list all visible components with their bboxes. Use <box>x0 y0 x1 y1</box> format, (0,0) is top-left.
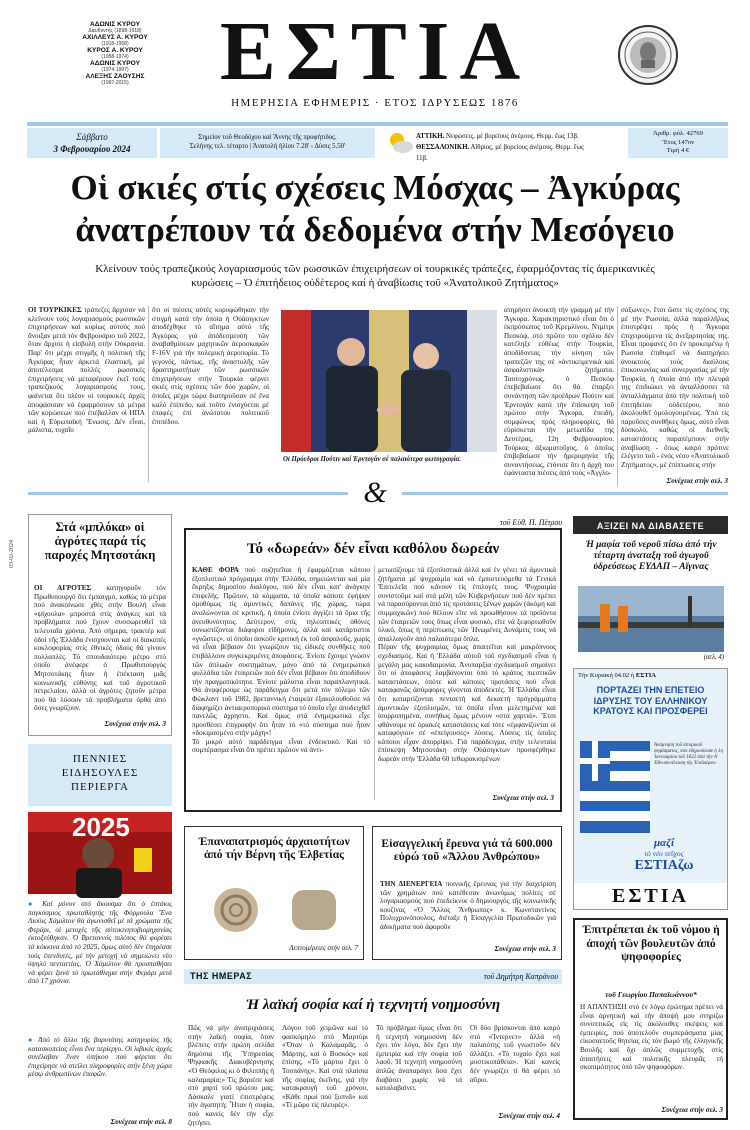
must-read-title: Ἡ μαφία τοῦ νεροῦ πίσω ἀπό τήν τέταρτη ἀναταξη τοῦ ἀγωγοῦ ὑδρεύσεως ΕΥΔΑΠ – Αἴγινας <box>585 540 717 572</box>
column-rule <box>374 566 375 800</box>
calendar-box <box>160 128 375 158</box>
farmers-text <box>34 584 166 716</box>
ad-top-text: Τήν Κυριακή 04.02 ή ΕΣΤΙΑ <box>578 672 656 679</box>
founder-name: ΑΔΩΝΙΣ ΚΥΡΟΥ <box>89 21 141 28</box>
column-col-3 <box>376 1024 462 1120</box>
ad-headline: ΠΟΡΤΑΖΕΙ ΤΗΝ ΕΠΕΤΕΙΟ ΙΔΡΥΣΗΣ ΤΟΥ ΕΛΛΗΝΙΚΟΥ ΚΡΑΤΟΥΣ ΚΑΙ ΠΡΟΣΦΕΡΕΙ <box>593 685 708 716</box>
short-news-1-text: Καί μόνον στό ἄκουσμα ὅτι ὁ ἑπτάκις παγκόσμιος πρωταθλητής τῆς Φόρμουλα Ἕνα Λιούις Χάμιλτον θά ἀγωνισθεῖ μέ τά χρώματα τῆς Φεράρι, οἱ μετοχές τῆς αὐτοκινητοβιομηχανίας ἐκτοξεύθηκαν. Ὁ Βρεταννός πιλότος θά φορέσει τά κόκκινα ἀπό τό 2025, ὅμως αὐτό δέν ἐπηρέασε τούς ἐπενδυτές, μέ τήν μετοχή νά σημειώνει νέο ὑψηλό πενταετίας. Ὁ Χάμιλτον θά προσπαθήσει νά φέρει ξανά τό πρωτάθλημα στήν Φεράρι μετά ἀπό 17 χρόνια. <box>28 900 173 986</box>
lead-headline-1: Οἱ σκιές στίς σχέσεις Μόσχας – Ἀγκύρας <box>70 168 680 207</box>
lead-photo <box>281 310 497 452</box>
bullet-icon: ● <box>28 1036 35 1044</box>
anthropos-text <box>380 880 556 940</box>
law-continued[interactable]: Συνέχεια στήν σελ. 3 <box>661 1106 723 1114</box>
ad-with-2: τό νέο τεῦχος <box>644 849 684 858</box>
bullet-icon: ● <box>28 900 37 908</box>
opinion-text-3: Πέραν τῆς ψυχραιμίας ὅμως ἀπαιτεῖται καί μακρόπνοος σχεδιασμός. Καί ἡ Ἑλλάδα αὐτοῦ τοῦ σχεδιασμοῦ εἶναι ἡ μεγάλη μας κακοδαιμονία. Ἀνυπαρξία σχεδιασμοῦ σημαίνει ὅτι οἱ ἀποφάσεις λαμβάνονται ὑπό τό κράτος πιεστικῶν καταστάσεων, ὁπότε καί κάποιες προτάσεις πού εἶναι καταφανῶς ἀσύμφορες γίνονται ἀποδεκτές. Ἡ Ἑλλάδα εἶναι ὅτι καταρτίζονται πενταετή καί δεκαετή προγράμματα ἀμυντικῶν ἐξοπλισμῶν, τά ὁποῖα εἶναι μελετημένα καί ἰσορροπημένα, συνήθως ὅμως μένουν «στά χαρτιά». Ἔτσι φθάνουμε σέ ὁριακές καταστάσεις καί τότε «ἐμφανίζονται οἱ καταφύγιοι» σέ «ἐπείγουσες» λύσεις. Λύσεις τίς ὁποῖες κάποιοι εἶχαν ἀπορρίψει. Γιά παράδειγμα, στήν τελευταία ἐπίσκεψη Μητσοτάκη στήν Οὐάσιγκτων προσφέρθηκε δωρεάν στήν Ἑλλάδα 60 τεθωρακισμένων <box>378 643 556 764</box>
founder-role: Διευθυντής (1898-1918) <box>88 28 142 34</box>
greek-flag-icon <box>580 741 650 833</box>
column-text: Οἱ δύο βρίσκονται ἀπό καιρό στό «Ἰντερνετ» ἀλλά «ἡ παλαιότης τοῦ γνωστοῦ» δέν ἀλλάζει. «Τό τυχαίο ἔχει καί μυστικοπάθεια». Καί κανείς δέν γνωρίζει τί θά φέρει τό αὔριο. <box>470 1024 560 1084</box>
column-text: Τό πρόβλημα ὅμως εἶναι ὅτι ἡ τεχνητή νοημοσύνη δέν ἔχει τόν λόγο, δέν ἔχει τήν ἐμπειρία καί τήν σοφία τοῦ λαοῦ. Ἡ τεχνητή νοημοσύνη ἀπλῶς ἀναπαράγει ὅσα ἔχει διαβάσει χωρίς νά τά καταλαβαίνει. <box>376 1024 462 1093</box>
lead-text: ὅτι οἱ πιέσεις αὐτές κορυφώθηκαν τήν στιγμή κατά τήν ὁποία ἡ Οὐάσιγκτων ἀποδέχθηκε τό αἴτημα αὐτό τῆς Ἀγκύρας γιά ἀπόδεσμευση τῶν ἀναβαθμίσεων μαχητικῶν ἀεροσκαφῶν F-16V γιά τήν πολεμική ἀεροπορία. Τό γεγονός, πάντως, τῆς ἀναστολῆς τῶν δραστηριοτήτων τῶν ρωσσικῶν ἐπιχειρήσεων στήν Τουρκία φέρνει σκιές στίς σχέσεις τῶν δύο χωρῶν, οἱ ὁποῖες μέχρι τώρα διατηροῦσαν σέ ἕνα καλό ἐπίπεδο, καί τοῦτο ἐνισχύεται μέ ἐπαφές ἐπί ἀνώτατου πολιτικοῦ ἐπιπέδου. <box>152 306 269 426</box>
opinion-text-2: Τό μικρό αὐτό παράδειγμα εἶναι ἐνδεικτικό. Καί τό συμπέρασμα εἶναι ὅτι πρέπει πρῶτον νά ἀντι- <box>192 737 370 755</box>
column-title: Ἡ λαϊκή σοφία καί ἡ τεχνητή νοημοσύνη <box>245 997 501 1013</box>
lead-text: ατηρήσει ἀνοικτή τήν γραμμή μέ τήν Ἄγκυρα. Χαρακτηριστικό εἶναι ὅτι ὁ ἐκπρόσωπος τοῦ Κρεμλίνου, Ντμίτρι Πεσκόφ, στό πρῶτο του σχόλιο δέν κατέληξε εὐθέως στήν Τουρκία, ἀποδίδοντας τήν κίνηση τῶν τραπεζῶν της σέ «ἀντικειμενικά καί ἀσφαλιστικά» ζητήματα. Ταυτοχρόνως, ὁ Πεσκόφ ἐπεβεβαίωσε ὅτι θά ἐπαρξει συνάντηση τῶν προέδρων Πούτιν καί Ἐρντογάν κατά τήν ἐπίσκεψη τοῦ πρώτου στήν Ἄγκυρα, ἐπειδή, συμφώνως πρός πληροφορίες, θά εὑρίσκεται τήν μετωπίδα της Δευτέρας, 12η Φεβρουαρίου. Τούρκος ἀξιωματοῦχος, ὁ ὁποῖος ἐπιβεβαίωσε τήν ἡμερομηνία τῆς συναντήσεως, ἐτόνισε ὅτι ἡ ἀρχή του ἐφάνταστα πιέσεις ἀπό τούς «Ἀγγλο- <box>504 306 614 478</box>
column-rule <box>148 306 149 482</box>
ampersand-ornament: & <box>363 476 387 509</box>
weather-attica: Νεφώσεις, μέ βορείους ἀνέμους. Θερμ. ἕως 13β. <box>445 133 579 140</box>
seal-icon <box>617 24 679 86</box>
founder-name: ΑΔΩΝΙΣ ΚΥΡΟΥ <box>89 60 141 67</box>
date: 3 Φεβρουαρίου 2024 <box>53 144 131 154</box>
founder-name: ΑΧΙΛΛΕΥΣ Α. ΚΥΡΟΥ <box>82 34 148 41</box>
lead-column-4 <box>504 306 614 486</box>
fossil-photo <box>194 876 356 942</box>
lead-column-1 <box>28 306 145 482</box>
pipeline-photo <box>578 586 724 652</box>
lead-text: τράπεζες ἄρχισαν νά κλείνουν τούς λογαριασμούς ρωσσικῶν ἐπιχειρήσεων καί κυρίως αὐτούς πού ἄνοιξαν μετά τόν Φεβρουάριο τοῦ 2022, ὅταν ἄρχισε ἡ εἰσβολή στήν Οὐκρανία. Παρ' ὅτι μέχρι στιγμῆς ἡ πολιτική τῆς Ἀγκύρας ἦταν ἀρκετά ἐλαστική, μέ ἀποτέλεσμα πολλές ρωσσικές ἐπιχειρήσεις νά μεταφέρουν ἐκεῖ τούς τραπεζικούς λογαριασμούς τους, φαίνεται ὅτι πλέον οἱ τουρκικές ἀρχές ἀποφάσισαν νά ἐφαρμόσουν τά μέτρα τῶν κυρώσεων πού ἐπέβαλλαν οἱ ΗΠΑ καί ἡ Εὐρωπαϊκή Ἕνωσις. Δέν εἶναι, μάλιστα, τυχαῖο <box>28 306 145 435</box>
weekday: Σάββατο <box>76 132 108 142</box>
ad-magazine <box>604 837 724 874</box>
must-read-label: ΑΞΙΖΕΙ ΝΑ ΔΙΑΒΑΣΕΤΕ <box>596 521 705 531</box>
ad-footer: ΕΣΤΙΑ <box>574 883 727 909</box>
date-stamp: 03-02-2024 <box>9 540 15 568</box>
short-news-2 <box>28 1036 172 1116</box>
opinion-title: Τό «δωρεάν» δέν εἶναι καθόλου δωρεάν <box>246 541 500 557</box>
law-byline: τοῦ Γεωργίου Παπαϊωάννου* <box>605 990 697 999</box>
weather-thess-label: ΘΕΣΣΑΛΟΝΙΚΗ. <box>416 144 470 151</box>
farmers-continued[interactable]: Συνέχεια στήν σελ. 3 <box>104 720 166 728</box>
column-col-4 <box>470 1024 560 1110</box>
law-title: Ἐπιτρέπεται ἐκ τοῦ νόμου ἡ ἀποχή τῶν βουλευτῶν ἀπό ψηφοφορίες <box>582 924 720 963</box>
anthropos-body: ποινικῆς ἔρευνας γιά τήν διαχείριση τῶν χρημάτων πού κατέθεσαν ἀνωνύμως πολίτες σέ λογαριασμούς πού ἐπεδείκνυε ὁ δημιουργός τῆς κοινωνικῆς κουζίνας «Ὁ Ἄλλος Ἄνθρωπος» κ. Κωνσταντίνος Πολυχρονόπουλος, διέταξε ἡ Εἰσαγγελία Πρωτοδικῶν γιά ἀδικήματα πού ἀφοροῦν <box>380 880 556 931</box>
law-text <box>580 1003 723 1103</box>
lead-photo-caption: Οἱ Πρόεδροι Πούτιν καί Ἐρντογάν σέ παλαιότερα φωτογραφία. <box>283 456 462 463</box>
founder-role: (1918-1958) <box>101 41 129 47</box>
newspaper-subtitle: ΗΜΕΡΗΣΙΑ ΕΦΗΜΕΡΙΣ · ΕΤΟΣ ΙΔΡΥΣΕΩΣ 1876 <box>231 97 519 109</box>
founder-role: (1997-2015) <box>101 80 129 86</box>
ad-small-text: Ἀνάμνηση τοῦ ἱστορικοῦ ψηφίσματος, πού ἐδημοσίευσε ἡ 1η Ἰανουαρίου τοῦ 1822 ἀπό τήν Α' Ἐθνοσυνέλευση τῆς Ἐπιδαύρου <box>654 743 724 766</box>
lead-continued[interactable]: Συνέχεια στήν σελ. 3 <box>666 477 728 485</box>
lead-deck: Κλείνουν τούς τραπεζικούς λογαριασμούς τῶν ρωσσικῶν ἐπιχειρήσεων οἱ τουρκικές τράπεζες, ἐφαρμόζοντας τίς ἀμερικανικές κυρώσεις – Ὁ ἐπιτήδειος οὐδέτερος καί ἡ ἀναβίωσις τοῦ «Ἀνατολικοῦ Ζητήματος» <box>95 263 655 289</box>
column-text: Πῶς νά μήν ἀνατριχιάσεις στήν λαϊκή σοφία, ὅταν βλέπεις στήν πρώτη σελίδα δημόσια τῆς Ὑπηρεσίας Ψηφιακῆς Διακυβέρνησης «Ὁ Θεόφιλος κι ὁ Φιλιππής ἡ καλαμαρία;» Τίς βαριέσε καί στό χαρτί τοῦ πρώτου μας; Δάσκαλε γιατί ἐπιστρέφεις τήν ἀγαπητή; Ἦταν ἡ σοφία, πού κανείς δέν τήν εἶχε ζητήσει. <box>188 1024 274 1127</box>
hamilton-photo-year: 2025 <box>72 812 130 842</box>
divider-rule-right <box>402 492 728 495</box>
weather-box <box>416 131 594 164</box>
opinion-continued[interactable]: Συνέχεια στήν σελ. 3 <box>492 794 554 802</box>
column-rule <box>617 306 618 486</box>
saint-of-day: Σημείον τοῦ Θεοδόχου καί Ἄννης τῆς προφήτιδος. <box>198 134 337 141</box>
founder-name: ΚΥΡΟΣ Α. ΚΥΡΟΥ <box>87 47 143 54</box>
lead-dropcap: ΟΙ ΤΟΥΡΚΙΚΕΣ <box>28 306 82 314</box>
repatriation-caption[interactable]: Λεπτομέρειες στήν σελ. 7 <box>289 944 358 952</box>
anthropos-continued[interactable]: Συνέχεια στήν σελ. 3 <box>494 945 556 953</box>
divider-rule-left <box>28 492 348 495</box>
opinion-byline: τοῦ Εὐθ. Π. Πέτρου <box>499 518 562 527</box>
issue-year: Ἔτος 147ον <box>661 138 695 146</box>
opinion-column-2 <box>378 566 556 790</box>
short-news-banner <box>28 744 172 806</box>
lead-column-2 <box>152 306 269 482</box>
opinion-text: πού συζητεῖται ἡ ἐφαρμόζεται κάποιο ἐξοπλιστικό πρόγραμμα στήν Ἑλλάδα, σημειώνεται καί μία ἔκρηξις δημοσίου διαλόγου, πού δέν εἶναι κατ' ἀνάγκην ἐπιφελής. Πρῶτον, τά κόμματα, τά ὁποῖα κάποτε ἐφήψαν ὁμοθύμως τίς ἀμυντικές δαπάνες τῆς χώρας, τώρα ἀναλώνονται σέ κριτική, ἡ ὁποία ἐνίοτε ἀγγίζει τά ὅρια τῆς ἀνευθυνότητος. Δεύτερον, στίς τηλεοπτικές ὁθόνες ουνωστίζονται διάφοροι εἰδήμονες, ἀλλά καί κατάρτιστοι «γνῶστες», οἱ ὁποῖοι ἀσκοῦν κριτική ἐκ τοῦ ἀσφαλοῦς, χωρίς νά εἶναι βέβαιον ὅτι γνωρίζουν τίς εἰδικές συνθῆκες πού ἐπιβάλλουν συγκεκριμένες ἀποφάσεις. Ἐνίοτε ἔχουμε γνώσιν τῶν ἀπλωῶν συστημάτων, μόνο ἀπό τά ἐνημερωτικά φυλλάδια τῶν ἑταιρειῶν πού δέν εἶναι βέβαιον ὅτι ἀποδίδουν τήν πραγματικότητα. Ἐνίοτε μάλιστα εἶναι παραπλανητικά. Θά ἀναφέρουμε ὡς παράδειγμα ὅτι μετά τόν πόλεμο τῶν Φώκλαντ τοῦ 1982, βρεταννική ἑταιρεία ἐξακολουθοῦσε νά διαφημίζει ἀντιαεροπορικό σύστημα τό ὁποῖο εἶχε ἀποδειχθεῖ πανελῶς ἀχρηστο. Καί ὅμως στά ἐνημερωτικά εἶχε προσθέσει ἐπιγραφήν ὅτι ἦταν τό «τό σύστημα πού ἦταν «δοκιμασμένο στήν μάχη»! <box>192 566 371 738</box>
top-rule <box>27 122 728 126</box>
weather-thessaloniki: Αἴθριος, μέ βορείους ἀνέμους. Θερμ. ἕως 11β. <box>416 144 584 162</box>
ad-with: μαζί <box>653 837 675 849</box>
column-byline: τοῦ Δημήτρη Καπράνου <box>483 972 558 981</box>
column-col-1 <box>188 1024 274 1127</box>
column-col-2 <box>282 1024 368 1120</box>
column-label: ΤΗΣ ΗΜΕΡΑΣ <box>190 971 253 981</box>
short-news-continued[interactable]: Συνέχεια στήν σελ. 8 <box>110 1118 172 1126</box>
date-box <box>27 128 157 158</box>
farmers-body: κατηγοροῦν τόν Πρωθυπουργό ὅτι ἐμπαιγμό, καθώς τά μέτρα πού ἀνακοίνωσε χθές στήν Βουλή εἶναι «ψίχουλα» μπροστά στίς ἀνάγκες καί τά προβλήματα πού ἔχουν συσσωρευθεῖ τά τελευταῖα χρόνια. Ἀπό σήμερα, τρακτέρ καί ὁδοί τῆς Ἑλλάδα ἐνισχύονται καί οἱ διακοπές κυκλοφορίας στίς ἐθνικές ὁδούς θά γίνουν πολλαπλές. Τό σπουδαιότερο μέτρο στό ὁποῖο ἀνέφερε ὁ Πρωθυπουργός Μητσοτάκης ἦταν ἡ ἐπέκταση μιᾶς κοινωνικῆς εὐθύνης καί τοῦ ἀγροτικοῦ πετρελαίου, ἀλλά οἱ ἀγρότες ζητοῦν μέτρα πού θά λύσουν τά προβλήματα ὀρθά ἀπό ὅσες γνωρίζουν. <box>34 584 167 713</box>
short-news-2-text: Ἀπό τό ἄλλο τῆς βαρυτάτης κατηγορίας τῆς κατασκοπείας εἶναι ἕνα περίεργο. Οἱ λιβικές ἀρχές συνέλαβαν ἕναν ὑπήκοο πού φέρεται ὅτι ἐπιχείρησε νά στείλει πληροφορίες στήν ξένη χώρα μέσῳ ἀνθρωπίνων ἐπαφῶν. <box>28 1036 173 1079</box>
opinion-column-1 <box>192 566 370 792</box>
issue-number: Ἀριθμ. φύλ. 42769 <box>653 130 703 137</box>
anthropos-title: Εἰσαγγελική ἔρευνα γιά τά 600.000 εὐρώ τοῦ «Ἄλλου Ἀνθρώπου» <box>381 838 553 863</box>
opinion-text: μετωπίζουμε τά ἐξοπλιστικά ἀλλά καί ἐν γένει τά ἀμυντικά ζητήματα μέ ψυχραιμία καί νά ἐμπιστευόμεθα τά Γενικά Ἐπιτελεῖα πού κάνουν τίς ἐπιλογές τους. Ψυχραιμία συνιστοῦμε καί στά μέλη τῶν Κυβερνήσεων πού δέν πρέπει νά παρασύρονται ἀπό τίς προτάσεις ξένων χωρῶν (ἀκόμη καί συμμαχικῶν) πού θέλουν εἴτε νά προωθήσουν τά προϊόντα τῶν ἑταιρειῶν τους ὅπως εἶναι φυσικό, εἴτε νά ξεφορτωθοῦν ὑλικό, ὅπως ἡ περίπτωσις τῶν Ἡνωμένες Δυνάμεις τους νά ἀπαλλαγοῦν ἀπό παλαιότερα ὅπλα. <box>378 566 556 643</box>
estia-ad[interactable] <box>573 668 728 910</box>
column-continued[interactable]: Συνέχεια στήν σελ. 4 <box>498 1112 560 1120</box>
founder-name: ΑΛΕΞΗΣ ΖΑΟΥΣΗΣ <box>85 73 145 80</box>
founder-role: (1974-1997) <box>101 67 129 73</box>
anthropos-dropcap: ΤΗΝ ΔΙΕΝΕΡΓΕΙΑ <box>380 880 443 888</box>
founder-role: (1958-1974) <box>101 54 129 60</box>
newspaper-title: ΕΣΤΙΑ <box>219 5 531 98</box>
weather-attica-label: ΑΤΤΙΚΗ. <box>416 133 445 140</box>
short-news-title: ΠΕΝΝΙΕΣ ΕΙΔΗΣΟΥΛΕΣ ΠΕΡΙΕΡΓΑ <box>61 753 139 793</box>
sun-moon: Σελήνης τελ. τέταρτο | Ἀνατολή ἡλίου 7.28' - Δύσις 5.50' <box>189 143 346 150</box>
lead-headline-2: ἀνατρέπουν τά δεδομένα στήν Μεσόγειο <box>75 210 675 249</box>
lead-text: σάξωνες», ἔτσι ὥστε τίς σχέσεις της μέ τήν Ρωσσία, ἀλλά παραλλήλως ἐπιστρέψει πρός ἡ Ἄγκυρα ἐπιχειρούμενα τίς ἀνεξαρτησίας της. Εἶναι προφανές ὅτι ἐν προκειμένῳ ἡ Ρωσσία ἐπιθυμεῖ νά διατηρήσει ἀνοικτούς τούς διαύλους ἐπικοινωνίας καί συνεργασίας μέ τήν Τουρκία, ἡ ὁποία ἀπό τήν πλευρά της ἐπιδιώκει νά ἀνταλλάσσει τά ἀνταλλάγματα ἀπό τήν πολιτική τοῦ ἐπιτηδείου οὐδετέρου, πού ἀκολουθεῖ ὁμολογουμένως. Ὑπό τίς παροῦσες συνθῆκες ὅμως, αὐτό εἶναι δύσκολο, καθώς οἱ διεθνεῖς καταστάσεις παραπέμπουν στήν ἀναβίωση - ὅπως καιρό πρότινε ἐλέγετο τοῦ - ἑνός νέου «Ἀνατολικοῦ Ζητήματος», μέ ἐπίπτωσεις στήν <box>621 306 729 469</box>
lead-column-5 <box>621 306 729 476</box>
farmers-title: Στά «μπλόκα» οἱ ἀγρότες παρά τίς παροχές Μητσοτάκη <box>44 520 156 562</box>
law-body: Η ΑΠΑΝΤΗΣΗ στό ἐν λόγῳ ἐρώτημα πρέπει νά εἶναι ἀρνητική καί τήν ἀποψή μου στηρίζω συνοπτικῶς εἰς τίς ἀκόλουθες σκέψεις καί ἐμπειρίες, πού ἀποτελοῦν συμπεράσματα μίας εἰκοσαετοῦς θητείας εἰς τόν βωμό τῆς ἑλληνικῆς Βουλῆς καί ὄχι ἁπλῶς συμμετοχῆς στίς ἀπαιτήσεις καί πολιτικῆς πλευρᾶς τή σκοπιμότητος ὑπό τῶν ψηφοφόρων. <box>580 1003 723 1072</box>
repatriation-title: Ἐπαναπατρισμός ἀρχαιοτήτων ἀπό τήν Βέρνη τῆς Ἐλβετίας <box>198 836 350 861</box>
column-text: Λόγου τοῦ χειμῶνα καί τό φασκόμηλο στό Μαρτύρι «Ὅταν ὁ Καλαμαρᾶς, ὁ Μάρτης, καί ὁ Βοσκός» καί ἐπίσης, «Τό μάρτιο ἔχει ὁ Τσοπάνης». Καί στά πλαίσια τῆς σοφίας ἐκεῖνης, γιά τήν κατακραυγή τοῦ χρόνου, «Κάθε πρωί πού ξυπνᾶ» καί «Τί μῶρο τίς πλευρές». <box>282 1024 368 1110</box>
issue-price: Τιμή 4 € <box>666 147 690 154</box>
issue-box <box>628 128 728 158</box>
pipeline-caption[interactable]: (σελ. 4) <box>703 654 724 661</box>
founders-list <box>60 21 170 86</box>
opinion-dropcap: ΚΑΘΕ ΦΟΡΑ <box>192 566 239 574</box>
short-news-1 <box>28 900 172 1032</box>
ad-magazine-name: ΕΣΤΙΑζω <box>634 858 694 873</box>
weather-icon <box>386 130 414 156</box>
must-read-banner <box>573 516 728 534</box>
farmers-dropcap: ΟΙ ΑΓΡΟΤΕΣ <box>34 584 92 592</box>
hamilton-photo <box>28 812 172 894</box>
